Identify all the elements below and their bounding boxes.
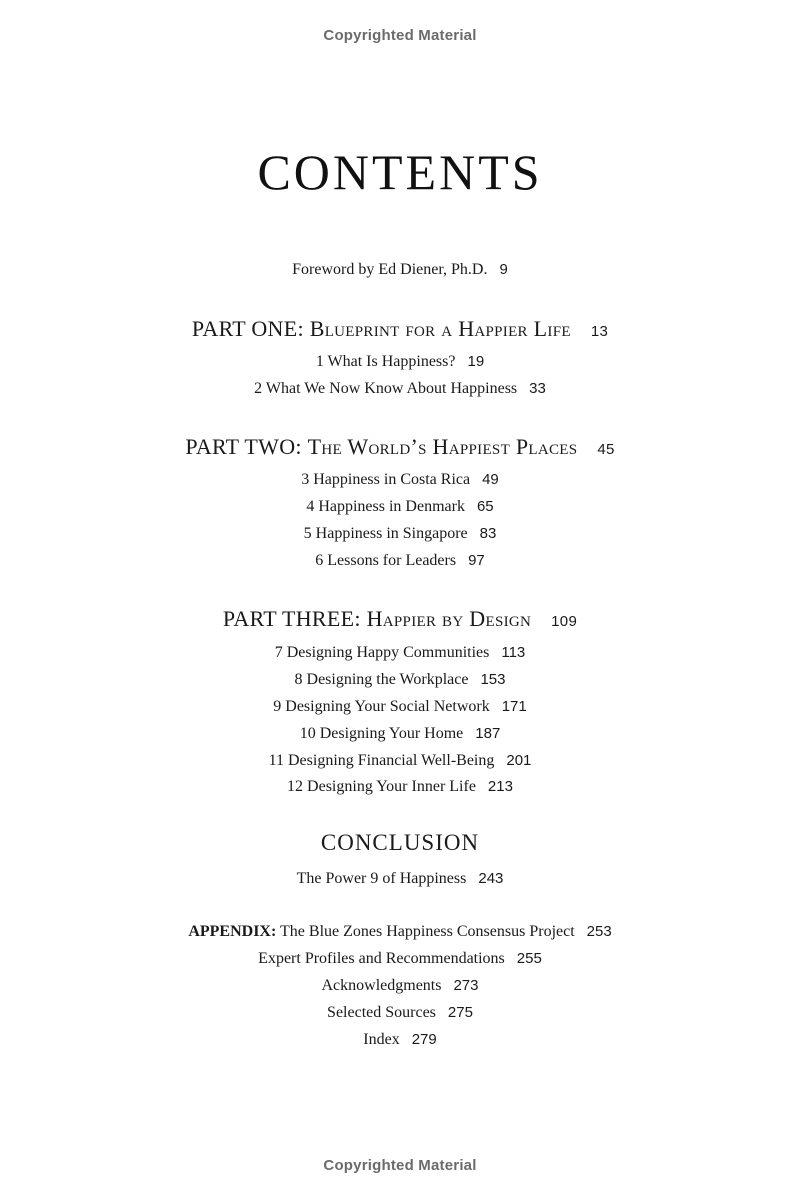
chapter-entry xyxy=(0,353,800,371)
chapter-label: 12 Designing Your Inner Life xyxy=(287,778,476,795)
part-two-page: 45 xyxy=(597,441,615,458)
chapter-entry xyxy=(0,471,800,489)
conclusion-label: The Power 9 of Happiness xyxy=(296,870,467,887)
page-title: CONTENTS xyxy=(257,144,543,200)
chapter-label: 1 What Is Happiness? xyxy=(315,353,456,370)
part-one-heading xyxy=(0,316,800,342)
backmatter-entry xyxy=(0,1004,800,1022)
appendix-entry xyxy=(0,923,800,941)
foreword-label: Foreword by Ed Diener, Ph.D. xyxy=(292,261,488,278)
chapter-entry xyxy=(0,671,800,689)
chapter-entry xyxy=(0,698,800,716)
chapter-label: 8 Designing the Workplace xyxy=(294,671,469,688)
appendix-prefix: APPENDIX: xyxy=(188,923,277,940)
chapter-entry xyxy=(0,778,800,796)
chapter-label: 6 Lessons for Leaders xyxy=(315,552,457,569)
foreword-page: 9 xyxy=(499,261,508,278)
chapter-label: 7 Designing Happy Communities xyxy=(274,644,490,661)
chapter-page: 33 xyxy=(529,380,546,397)
chapter-page: 201 xyxy=(506,752,532,769)
backmatter-entry xyxy=(0,1031,800,1049)
part-one-prefix: PART ONE: xyxy=(191,316,304,341)
chapter-page: 113 xyxy=(501,644,526,661)
chapter-page: 213 xyxy=(487,778,513,795)
chapter-page: 65 xyxy=(476,498,494,515)
chapter-page: 83 xyxy=(479,525,497,542)
chapter-entry xyxy=(0,644,800,662)
copyright-footer: Copyrighted Material xyxy=(323,1157,477,1174)
part-three-name: Happier by Design xyxy=(366,606,532,631)
chapter-page: 171 xyxy=(501,698,527,715)
part-one-name: Blueprint for a Happier Life xyxy=(309,316,571,341)
chapter-entry xyxy=(0,498,800,516)
part-one-page: 13 xyxy=(590,323,609,340)
part-two-prefix: PART TWO: xyxy=(185,434,302,459)
chapter-page: 97 xyxy=(468,552,485,569)
backmatter-label: Expert Profiles and Recommendations xyxy=(258,950,505,967)
part-two-heading xyxy=(0,434,800,460)
part-three-prefix: PART THREE: xyxy=(222,606,361,631)
copyright-header: Copyrighted Material xyxy=(323,27,477,44)
chapter-page: 187 xyxy=(475,725,501,742)
part-three-heading xyxy=(0,606,800,632)
backmatter-entry xyxy=(0,950,800,968)
backmatter-page: 255 xyxy=(516,950,542,967)
chapter-label: 9 Designing Your Social Network xyxy=(273,698,490,715)
appendix-label: The Blue Zones Happiness Consensus Project xyxy=(280,923,575,940)
chapter-entry xyxy=(0,525,800,543)
conclusion-heading: CONCLUSION xyxy=(320,830,480,855)
chapter-entry xyxy=(0,752,800,770)
chapter-entry xyxy=(0,725,800,743)
chapter-label: 2 What We Now Know About Happiness xyxy=(254,380,518,397)
foreword-entry xyxy=(0,261,800,279)
chapter-page: 19 xyxy=(467,353,485,370)
backmatter-page: 275 xyxy=(447,1004,473,1021)
chapter-label: 11 Designing Financial Well-Being xyxy=(268,752,495,769)
part-three-page: 109 xyxy=(551,613,578,630)
chapter-entry xyxy=(0,380,800,398)
part-two-name: The World’s Happiest Places xyxy=(307,434,578,459)
chapter-page: 49 xyxy=(482,471,499,488)
backmatter-page: 279 xyxy=(411,1031,437,1048)
chapter-page: 153 xyxy=(480,671,506,688)
backmatter-label: Selected Sources xyxy=(327,1004,436,1021)
chapter-label: 4 Happiness in Denmark xyxy=(306,498,465,515)
backmatter-page: 273 xyxy=(453,977,479,994)
conclusion-entry xyxy=(0,870,800,888)
chapter-label: 5 Happiness in Singapore xyxy=(303,525,468,542)
chapter-label: 10 Designing Your Home xyxy=(299,725,464,742)
backmatter-label: Index xyxy=(363,1031,400,1048)
backmatter-entry xyxy=(0,977,800,995)
chapter-entry xyxy=(0,552,800,570)
backmatter-label: Acknowledgments xyxy=(321,977,442,994)
conclusion-page: 243 xyxy=(478,870,504,887)
chapter-label: 3 Happiness in Costa Rica xyxy=(301,471,471,488)
appendix-page: 253 xyxy=(586,923,612,940)
